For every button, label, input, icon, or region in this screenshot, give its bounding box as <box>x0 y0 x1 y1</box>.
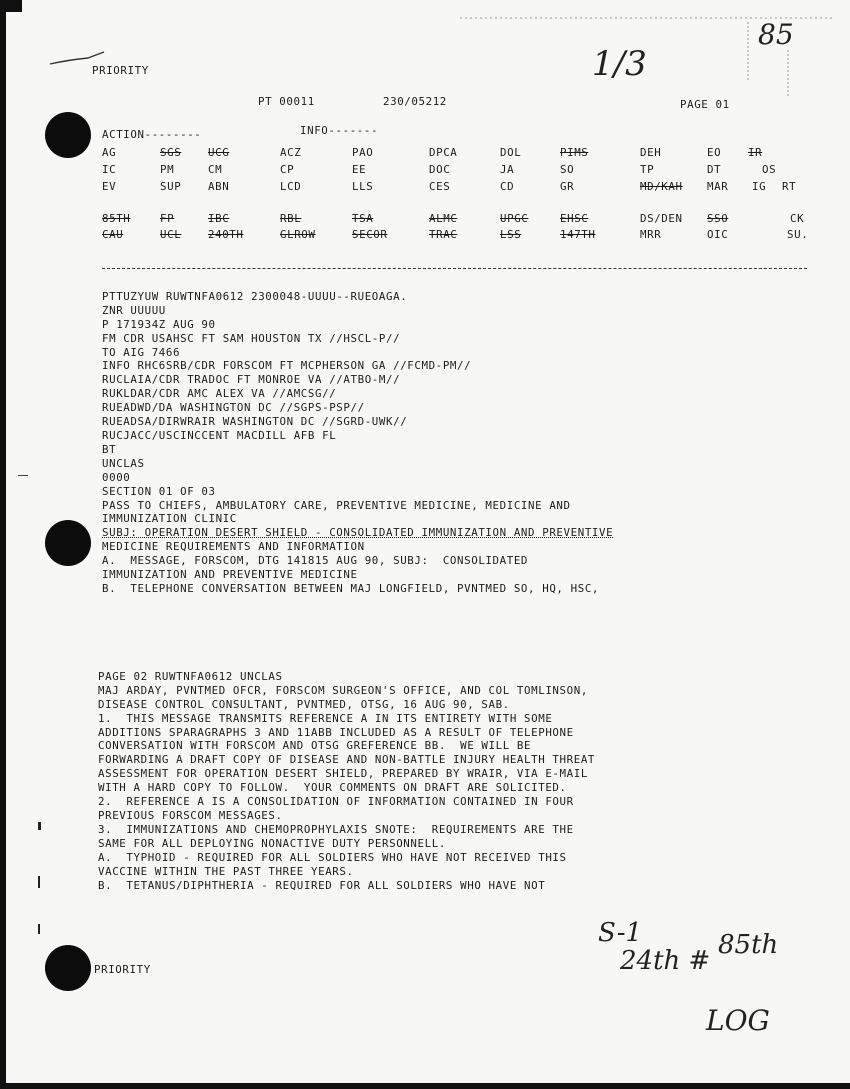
punch-hole-middle <box>45 520 91 566</box>
punch-hole-bottom <box>45 945 91 991</box>
stamp-marks <box>740 20 800 100</box>
routing-code: EV <box>102 180 117 193</box>
routing-code: MAR <box>707 180 729 193</box>
msg-line: TO AIG 7466 <box>102 345 181 359</box>
msg-line: P 171934Z AUG 90 <box>102 317 216 331</box>
routing-code: ALMC <box>429 212 458 225</box>
msg-line: 0000 <box>102 470 131 484</box>
routing-code: SECOR <box>352 228 388 241</box>
msg-line: MEDICINE REQUIREMENTS AND INFORMATION <box>102 540 365 554</box>
routing-code: SUP <box>160 180 182 193</box>
routing-code: AG <box>102 146 117 159</box>
routing-code: UPGC <box>500 212 529 225</box>
routing-code: PAO <box>352 146 374 159</box>
action-label: ACTION-------- <box>102 128 202 141</box>
msg-line: UNCLAS <box>102 456 145 470</box>
body-line: DISEASE CONTROL CONSULTANT, PVNTMED, OTSG, 16 AUG 90, SAB. <box>98 697 510 711</box>
msg-line: RUCLAIA/CDR TRADOC FT MONROE VA //ATBO-M// <box>102 373 401 387</box>
routing-code: TP <box>640 163 655 176</box>
routing-code: TRAC <box>429 228 458 241</box>
body-line: CONVERSATION WITH FORSCOM AND OTSG GREFERENCE BB. WE WILL BE <box>98 739 532 753</box>
scan-left-edge <box>0 0 6 1089</box>
routing-code: 240TH <box>208 228 244 241</box>
scan-bottom-edge <box>0 1083 850 1089</box>
routing-code: LSS <box>500 228 522 241</box>
routing-code: 85TH <box>102 212 131 225</box>
body-line: 2. REFERENCE A IS A CONSOLIDATION OF INFORMATION CONTAINED IN FOUR <box>98 795 574 809</box>
routing-code: 147TH <box>560 228 596 241</box>
routing-code: EHSC <box>560 212 589 225</box>
handwritten-number: 85 <box>758 18 794 51</box>
scan-corner <box>0 0 22 12</box>
body-line: MAJ ARDAY, PVNTMED OFCR, FORSCOM SURGEON'S OFFICE, AND COL TOMLINSON, <box>98 683 588 697</box>
message-header-block <box>102 276 613 610</box>
routing-code: IG <box>752 180 767 193</box>
msg-line: BT <box>102 442 117 456</box>
routing-code: TSA <box>352 212 374 225</box>
routing-code: CM <box>208 163 223 176</box>
message-id: PT 00011 <box>258 95 315 108</box>
routing-code: UCL <box>160 228 182 241</box>
msg-line: IMMUNIZATION AND PREVENTIVE MEDICINE <box>102 568 358 582</box>
routing-code: DT <box>707 163 722 176</box>
routing-code: UCG <box>208 146 230 159</box>
body-line: FORWARDING A DRAFT COPY OF DISEASE AND NON-BATTLE INJURY HEALTH THREAT <box>98 753 596 767</box>
handwritten-fraction: 1/3 <box>592 44 647 84</box>
body-line: PREVIOUS FORSCOM MESSAGES. <box>98 808 283 822</box>
msg-line: RUKLDAR/CDR AMC ALEX VA //AMCSG// <box>102 387 337 401</box>
routing-code: LCD <box>280 180 302 193</box>
routing-code: RT <box>782 180 797 193</box>
handwritten-note: 24th # <box>620 946 711 976</box>
body-line: B. TETANUS/DIPHTHERIA - REQUIRED FOR ALL SOLDIERS WHO HAVE NOT <box>98 878 546 892</box>
msg-line: RUEADSA/DIRWRAIR WASHINGTON DC //SGRD-UWK// <box>102 415 408 429</box>
routing-code: MRR <box>640 228 662 241</box>
priority-top: PRIORITY <box>92 64 149 77</box>
msg-line: PASS TO CHIEFS, AMBULATORY CARE, PREVENTIVE MEDICINE, MEDICINE AND <box>102 498 571 512</box>
routing-code: GLROW <box>280 228 316 241</box>
msg-line: A. MESSAGE, FORSCOM, DTG 141815 AUG 90, SUBJ: CONSOLIDATED <box>102 554 529 568</box>
body-line: ADDITIONS SPARAGRAPHS 3 AND 11ABB INCLUDED AS A RESULT OF TELEPHONE <box>98 725 574 739</box>
routing-code: SU. <box>787 228 809 241</box>
routing-code: DPCA <box>429 146 458 159</box>
msg-line: RUEADWD/DA WASHINGTON DC //SGPS-PSP// <box>102 401 365 415</box>
routing-code: OIC <box>707 228 729 241</box>
routing-code: ACZ <box>280 146 302 159</box>
routing-code: IR <box>748 146 763 159</box>
msg-line: RUCJACC/USCINCCENT MACDILL AFB FL <box>102 428 337 442</box>
page-number: PAGE 01 <box>680 98 730 111</box>
routing-code: OS <box>762 163 777 176</box>
routing-code: IBC <box>208 212 230 225</box>
msg-line: IMMUNIZATION CLINIC <box>102 512 237 526</box>
body-line: ASSESSMENT FOR OPERATION DESERT SHIELD, PREPARED BY WRAIR, VIA E-MAIL <box>98 767 588 781</box>
routing-code: IC <box>102 163 117 176</box>
margin-mark <box>38 822 41 830</box>
routing-code: DS/DEN <box>640 212 683 225</box>
routing-code: DOC <box>429 163 451 176</box>
routing-code: LLS <box>352 180 374 193</box>
routing-code: FP <box>160 212 175 225</box>
subject-line: SUBJ: OPERATION DESERT SHIELD - CONSOLIDATED IMMUNIZATION AND PREVENTIVE <box>102 526 614 540</box>
routing-code: CES <box>429 180 451 193</box>
margin-mark <box>38 924 40 934</box>
margin-mark <box>18 475 28 476</box>
routing-code: PIMS <box>560 146 589 159</box>
routing-code: RBL <box>280 212 302 225</box>
body-line: SAME FOR ALL DEPLOYING NONACTIVE DUTY PERSONNELL. <box>98 836 446 850</box>
routing-code: GR <box>560 180 575 193</box>
routing-code: ABN <box>208 180 230 193</box>
divider-rule <box>102 268 807 269</box>
msg-line: B. TELEPHONE CONVERSATION BETWEEN MAJ LONGFIELD, PVNTMED SO, HQ, HSC, <box>102 581 600 595</box>
body-line: A. TYPHOID - REQUIRED FOR ALL SOLDIERS WHO HAVE NOT RECEIVED THIS <box>98 850 567 864</box>
routing-code: CP <box>280 163 295 176</box>
routing-code: DEH <box>640 146 662 159</box>
routing-code: EO <box>707 146 722 159</box>
routing-code: CD <box>500 180 515 193</box>
handwritten-note: S-1 <box>598 918 643 948</box>
routing-code: SGS <box>160 146 182 159</box>
msg-line: FM CDR USAHSC FT SAM HOUSTON TX //HSCL-P// <box>102 331 401 345</box>
routing-code: CAU <box>102 228 124 241</box>
routing-code: MD/KAH <box>640 180 683 193</box>
body-line: WITH A HARD COPY TO FOLLOW. YOUR COMMENTS ON DRAFT ARE SOLICITED. <box>98 781 567 795</box>
routing-code: PM <box>160 163 175 176</box>
body-line: PAGE 02 RUWTNFA0612 UNCLAS <box>98 669 283 683</box>
priority-bottom: PRIORITY <box>94 963 151 976</box>
msg-line: SECTION 01 OF 03 <box>102 484 216 498</box>
punch-hole-top <box>45 112 91 158</box>
date-time-group: 230/05212 <box>383 95 447 108</box>
routing-code: CK <box>790 212 805 225</box>
msg-line: PTTUZYUW RUWTNFA0612 2300048-UUUU--RUEOAGA. <box>102 289 408 303</box>
message-body-block <box>98 656 595 906</box>
msg-line: ZNR UUUUU <box>102 303 166 317</box>
handwritten-note: 85th <box>718 930 779 960</box>
routing-code: SO <box>560 163 575 176</box>
body-line: VACCINE WITHIN THE PAST THREE YEARS. <box>98 864 354 878</box>
routing-code: JA <box>500 163 515 176</box>
body-line: 1. THIS MESSAGE TRANSMITS REFERENCE A IN ITS ENTIRETY WITH SOME <box>98 711 553 725</box>
routing-code: DOL <box>500 146 522 159</box>
routing-code: EE <box>352 163 367 176</box>
info-label: INFO------- <box>300 124 379 137</box>
body-line: 3. IMMUNIZATIONS AND CHEMOPROPHYLAXIS SNOTE: REQUIREMENTS ARE THE <box>98 822 574 836</box>
margin-mark <box>38 876 40 888</box>
msg-line: INFO RHC6SRB/CDR FORSCOM FT MCPHERSON GA //FCMD-PM// <box>102 359 472 373</box>
handwritten-note: LOG <box>706 1004 770 1037</box>
routing-code: SSO <box>707 212 729 225</box>
